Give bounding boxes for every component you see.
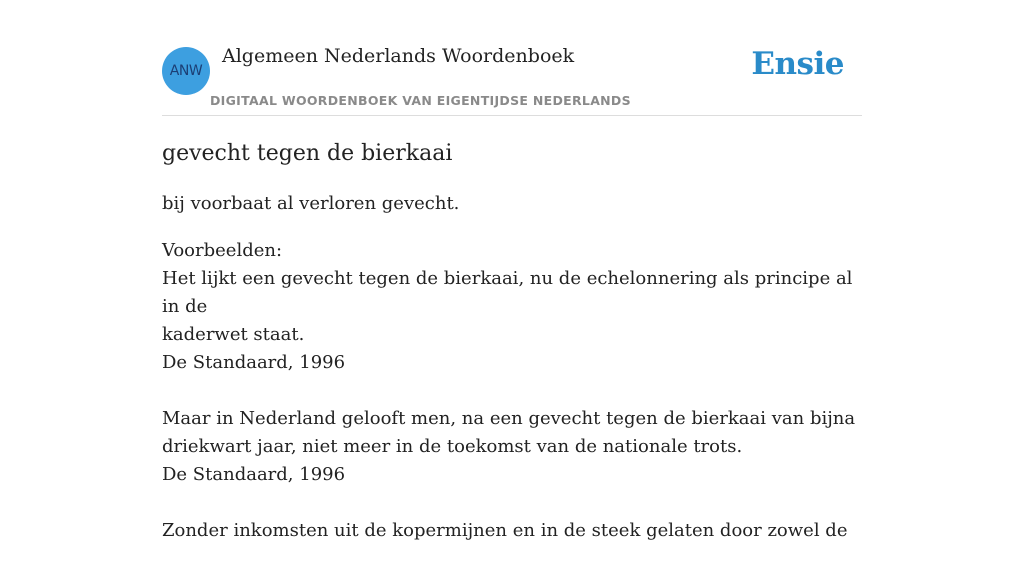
definition: bij voorbaat al verloren gevecht. (162, 193, 460, 214)
site-title[interactable]: Algemeen Nederlands Woordenboek (222, 45, 575, 67)
site-subtitle: DIGITAAL WOORDENBOEK VAN EIGENTIJDSE NEDERLANDS (210, 93, 631, 108)
example-source: De Standaard, 1996 (162, 464, 346, 485)
example-text-line: driekwart jaar, niet meer in de toekomst van de nationale trots. (162, 436, 743, 457)
example-text-line: kaderwet staat. (162, 324, 305, 345)
anw-logo[interactable] (162, 47, 210, 95)
examples-label: Voorbeelden: (162, 240, 283, 261)
example-text-line: Zonder inkomsten uit de kopermijnen en in de steek gelaten door zowel de (162, 520, 848, 541)
examples-section (162, 237, 862, 545)
example-source: De Standaard, 1996 (162, 352, 346, 373)
anw-logo-text: ANW (169, 63, 203, 79)
example-item (162, 405, 862, 489)
entry-content (162, 138, 862, 573)
site-header (162, 0, 862, 116)
example-text-line: Het lijkt een gevecht tegen de bierkaai, nu de echelonnering als principe al in de (162, 268, 853, 317)
example-item (162, 265, 862, 377)
example-text-line: Maar in Nederland gelooft men, na een gevecht tegen de bierkaai van bijna (162, 408, 856, 429)
ensie-brand-link[interactable]: Ensie (751, 46, 844, 82)
example-item (162, 517, 862, 545)
headword: gevecht tegen de bierkaai (162, 141, 453, 166)
